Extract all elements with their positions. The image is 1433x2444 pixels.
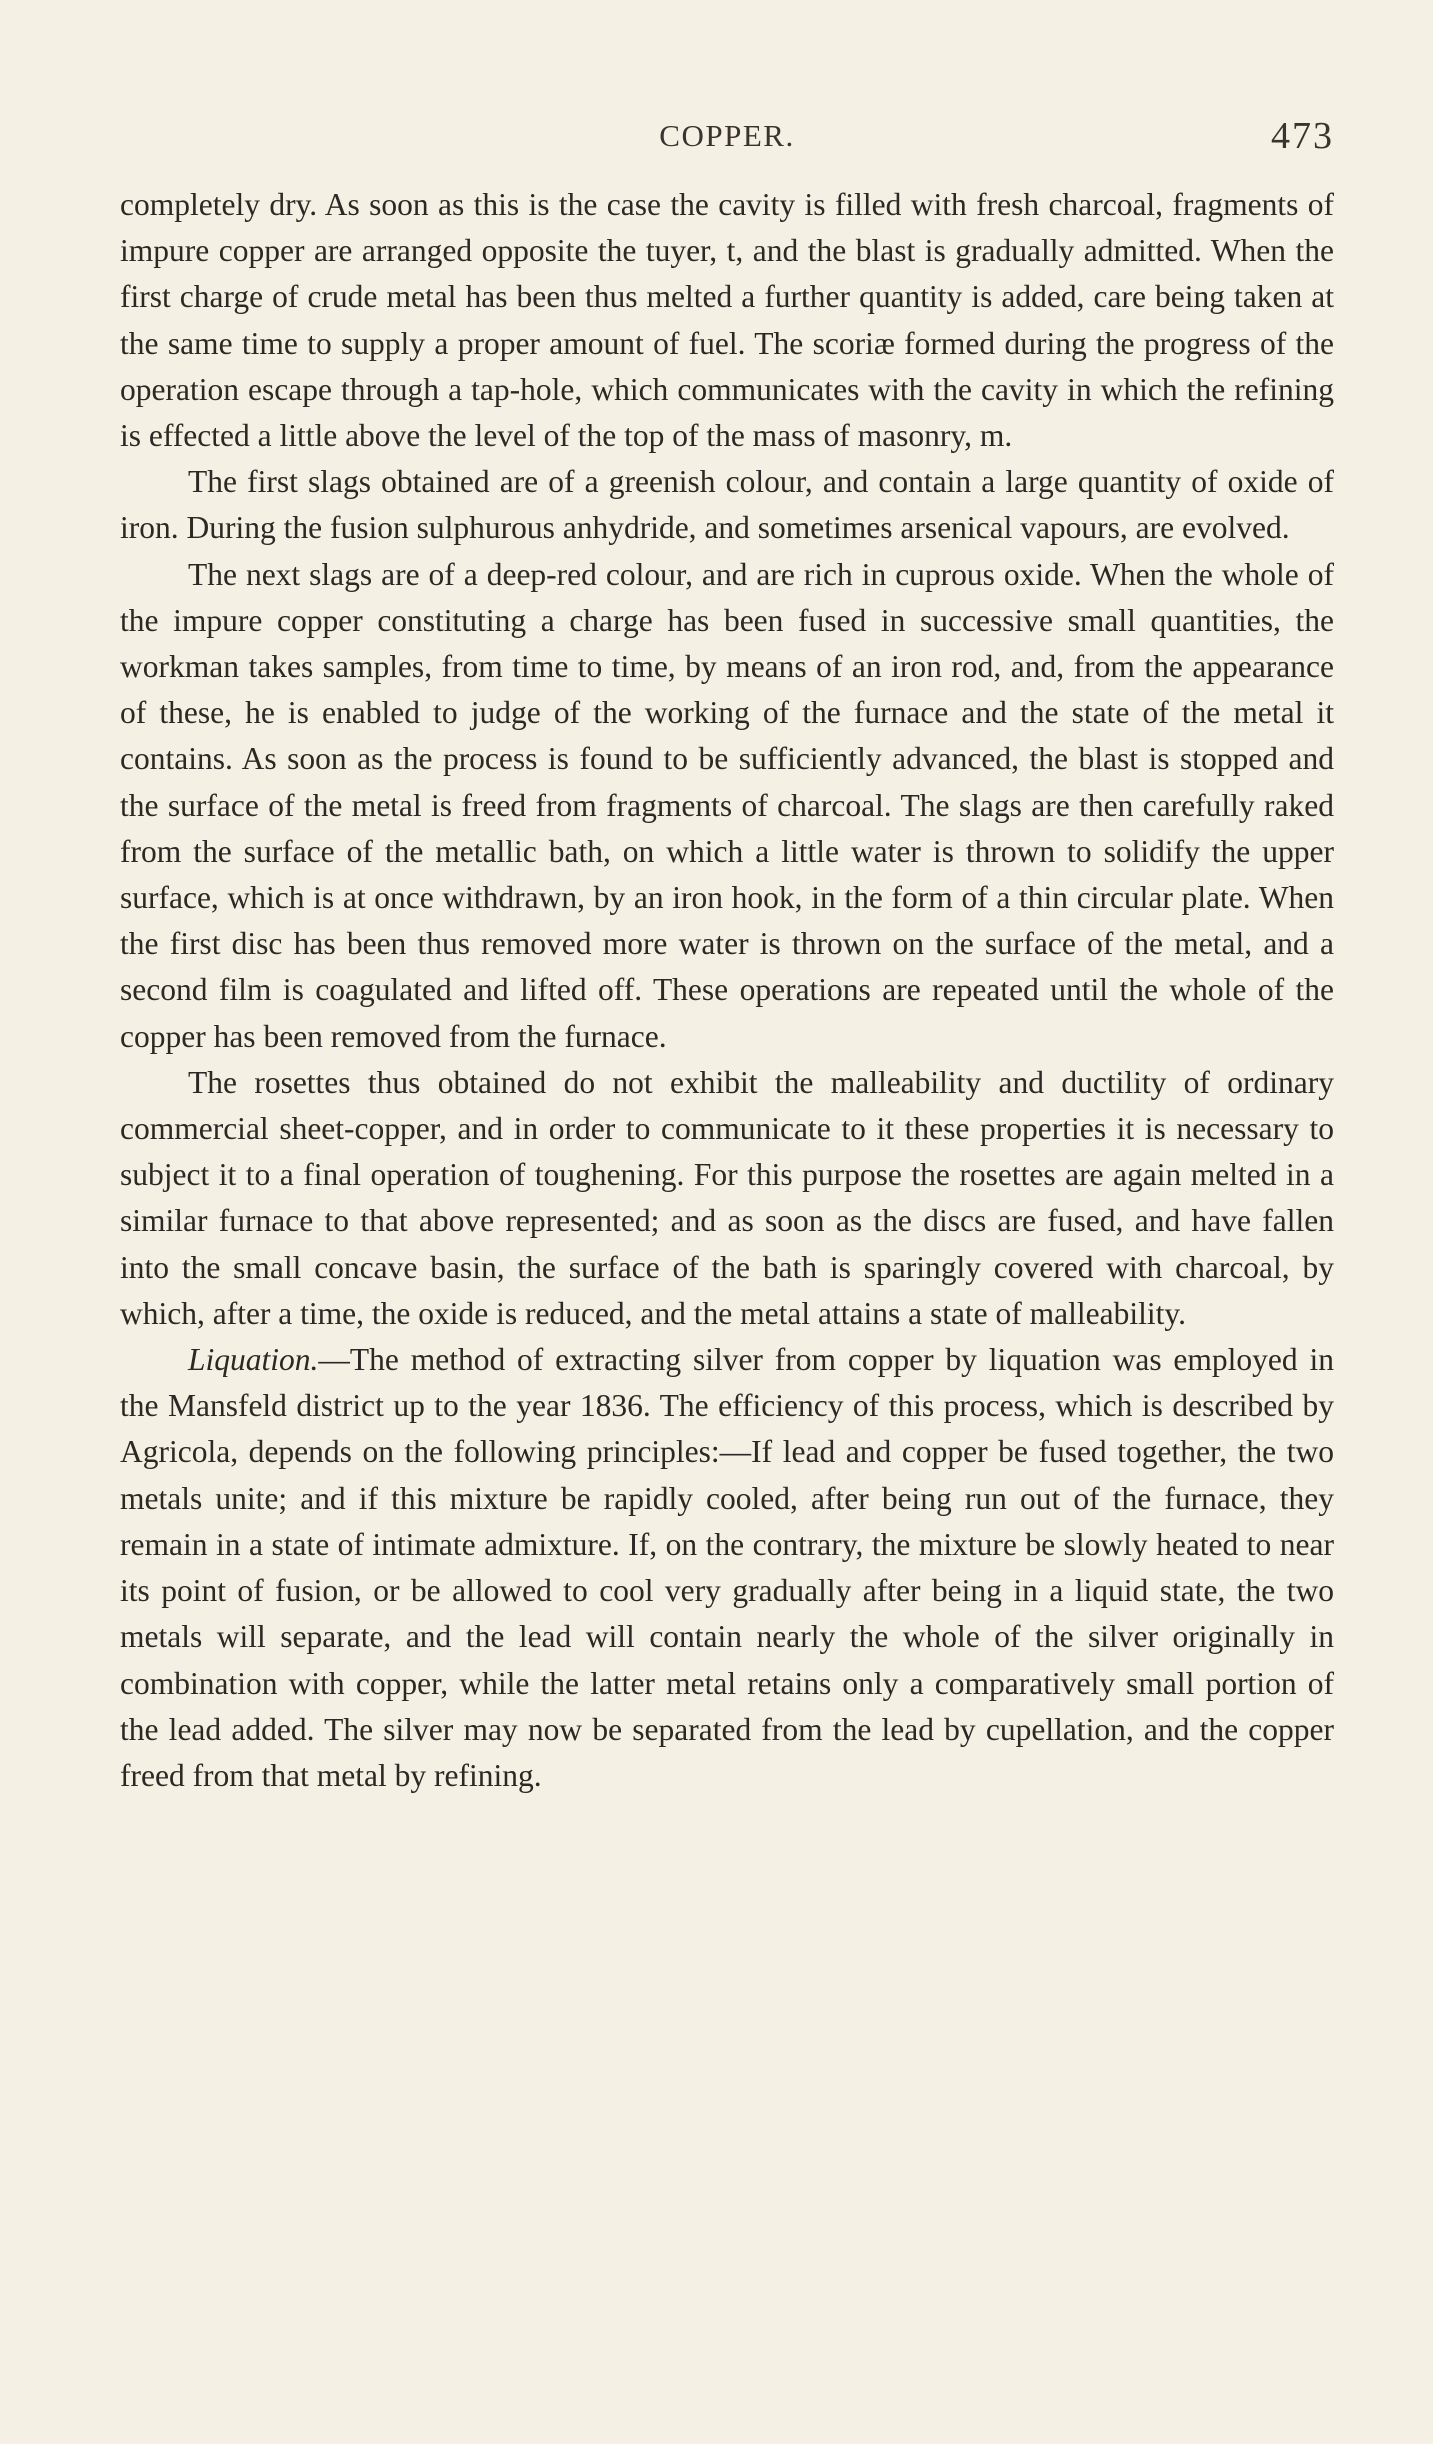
paragraph-liquation <box>120 1337 1334 1799</box>
page-number: 473 <box>1271 115 1334 157</box>
paragraph-rosettes: The rosettes thus obtained do not exhibit the malleability and ductility of ordinary commercial sheet-copper, and in order to communicate to it these properties it is necessary to subject it to a final operation of toughening. For this purpose the rosettes are again melted in a similar furnace to that above represented; and as soon as the discs are fused, and have fallen into the small concave basin, the surface of the bath is sparingly covered with charcoal, by which, after a time, the oxide is reduced, and the metal attains a state of malleability. <box>120 1064 1334 1331</box>
body-text <box>120 182 1334 1799</box>
paragraph-next-slags: The next slags are of a deep-red colour, and are rich in cuprous oxide. When the whole of the impure copper constituting a charge has been fused in successive small quantities, the workman takes samples, from time to time, by means of an iron rod, and, from the appearance of these, he is enabled to judge of the working of the furnace and the state of the metal it contains. As soon as the process is found to be sufficiently advanced, the blast is stopped and the surface of the metal is freed from fragments of charcoal. The slags are then carefully raked from the surface of the metallic bath, on which a little water is thrown to solidify the upper surface, which is at once withdrawn, by an iron hook, in the form of a thin circular plate. When the first disc has been thus removed more water is thrown on the surface of the metal, and a second film is coagulated and lifted off. These operations are repeated until the whole of the copper has been removed from the furnace. <box>120 556 1334 1054</box>
paragraph-liquation-text: —The method of extracting silver from copper by liquation was employed in the Mansfeld district up to the year 1836. The efficiency of this process, which is described by Agricola, depends on the following principles:—If lead and copper be fused together, the two metals unite; and if this mixture be rapidly cooled, after being run out of the furnace, they remain in a state of intimate admixture. If, on the contrary, the mixture be slowly heated to near its point of fusion, or be allowed to cool very gradually after being in a liquid state, the two metals will separate, and the lead will contain nearly the whole of the silver originally in combination with copper, while the latter metal retains only a comparatively small portion of the lead added. The silver may now be separated from the lead by cupellation, and the copper freed from that metal by refining. <box>120 1342 1334 1793</box>
page-header <box>120 115 1334 166</box>
paragraph-first-slags: The first slags obtained are of a greenish colour, and contain a large quantity of oxide of iron. During the fusion sulphurous anhydride, and sometimes arsenical vapours, are evolved. <box>120 464 1334 546</box>
section-heading-liquation: Liquation. <box>188 1342 319 1378</box>
running-head: COPPER. <box>659 118 795 153</box>
paragraph-continued: completely dry. As soon as this is the case the cavity is filled with fresh charcoal, fragments of impure copper are arranged opposite the tuyer, t, and the blast is gradually admitted. When the first charge of crude metal has been thus melted a further quantity is added, care being taken at the same time to supply a proper amount of fuel. The scoriæ formed during the progress of the operation escape through a tap-hole, which communicates with the cavity in which the refining is effected a little above the level of the top of the mass of masonry, m. <box>120 187 1334 454</box>
